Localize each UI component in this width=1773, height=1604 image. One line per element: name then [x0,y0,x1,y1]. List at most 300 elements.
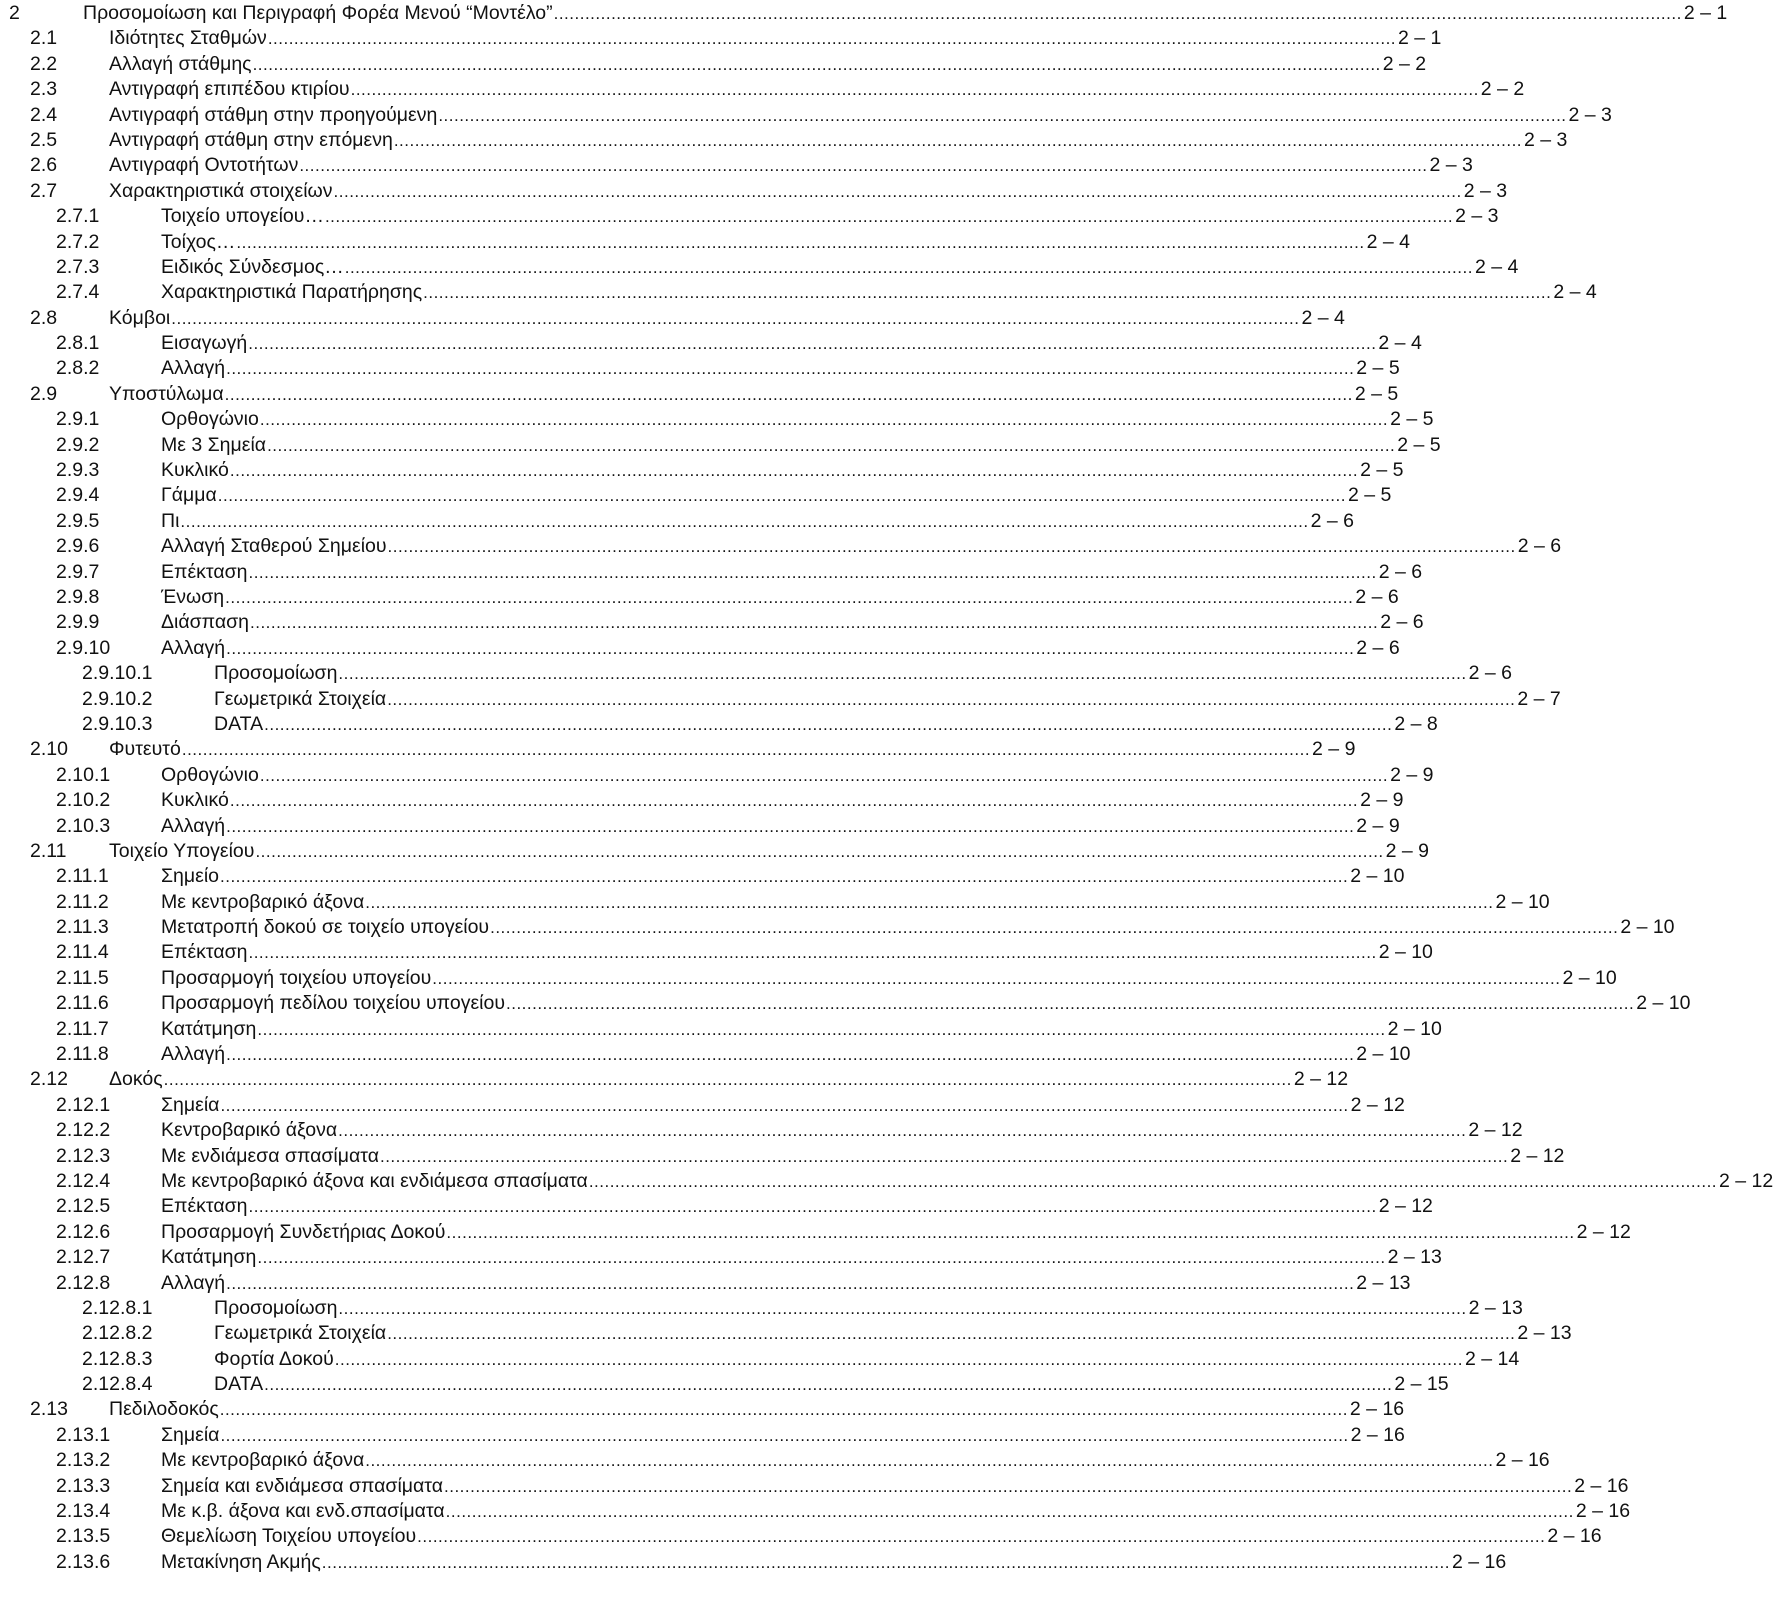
toc-entry-page: 2 – 12 [1378,1195,1433,1218]
toc-entry-number: 2.9.5 [56,509,100,532]
toc-leader-dots: ........................................................................................................................................................................................................................ [338,1121,1467,1141]
toc-entry-title: Σημεία και ενδιάμεσα σπασίματα [161,1474,444,1497]
toc-entry-page: 2 – 16 [1574,1474,1629,1497]
toc-entry-title: Τοιχείο Υπογείου [109,839,255,862]
toc-entry[interactable] [0,1397,1405,1422]
toc-entry-page: 2 – 3 [1463,179,1508,202]
toc-entry-title: Κατάτμηση [161,1246,257,1269]
toc-entry[interactable] [0,433,1441,458]
toc-entry[interactable] [0,382,1399,407]
toc-entry-page: 2 – 12 [1510,1144,1565,1167]
toc-entry-line [161,1220,1631,1245]
toc-entry-title: Κυκλικό [161,459,229,482]
toc-entry-number: 2.12.1 [56,1093,111,1116]
toc-entry-line [161,1499,1631,1524]
toc-entry-line [161,230,1410,255]
toc-entry-line [161,280,1597,305]
toc-entry[interactable] [0,966,1617,991]
toc-entry-title: Χαρακτηριστικά στοιχείων [109,179,333,202]
toc-entry-title: Ορθογώνιο [161,763,259,786]
toc-entry-number: 2.9.4 [56,484,100,507]
toc-leader-dots: ........................................................................................................................................................................................................................ [248,943,1377,963]
toc-entry[interactable] [0,1499,1631,1524]
toc-entry-number: 2.11.3 [56,916,109,939]
toc-entry-title: Με κ.β. άξονα και ενδ.σπασίματα [161,1500,445,1523]
toc-leader-dots: ........................................................................................................................................................................................................................ [217,486,1346,506]
toc-entry[interactable] [0,1321,1572,1346]
toc-entry-title: Κατάτμηση [161,1017,257,1040]
toc-entry[interactable] [0,356,1400,381]
toc-entry-title: Δοκός [109,1068,163,1091]
toc-entry[interactable] [0,560,1423,585]
toc-entry-line [109,26,1442,51]
toc-leader-dots: ........................................................................................................................................................................................................................ [387,689,1516,709]
toc-entry[interactable] [0,458,1404,483]
toc-leader-dots: ........................................................................................................................................................................................................................ [338,664,1467,684]
toc-entry-line [161,433,1441,458]
toc-entry-page: 2 – 3 [1524,128,1568,151]
toc-entry-page: 2 – 15 [1394,1373,1449,1396]
toc-entry-line [161,204,1499,229]
toc-entry-number: 2.12.8 [56,1271,111,1294]
toc-entry-line [161,1169,1773,1194]
toc-entry[interactable] [0,103,1612,128]
toc-entry-title: DATA [214,712,264,735]
toc-entry[interactable] [0,712,1438,737]
toc-entry-line [161,585,1399,610]
toc-leader-dots: ........................................................................................................................................................................................................................ [365,1451,1494,1471]
toc-entry-title: Ιδιότητες Σταθμών [109,27,267,50]
toc-entry-page: 2 – 10 [1356,1043,1411,1066]
toc-entry-number: 2.2 [30,52,58,75]
toc-entry-line [109,839,1430,864]
toc-entry[interactable] [0,26,1442,51]
toc-entry[interactable] [0,864,1405,889]
toc-entry-line [161,1144,1565,1169]
toc-entry[interactable] [0,179,1508,204]
toc-entry-number: 2.8.2 [56,357,100,380]
toc-entry-title: Προσομοίωση [214,662,338,685]
toc-entry-line [109,179,1508,204]
toc-entry-title: Σημεία [161,1093,220,1116]
toc-entry[interactable] [0,610,1424,635]
toc-entry[interactable] [0,737,1356,762]
toc-entry-number: 2.13.1 [56,1423,111,1446]
toc-entry-line [161,1423,1405,1448]
toc-leader-dots: ........................................................................................................................................................................................................................ [321,1552,1450,1572]
toc-entry[interactable] [0,1423,1405,1448]
toc-leader-dots: ........................................................................................................................................................................................................................ [553,4,1682,23]
toc-entry-number: 2.9.10.1 [82,662,153,685]
toc-entry-page: 2 – 4 [1378,332,1422,355]
toc-entry[interactable] [0,1372,1449,1397]
toc-entry-number: 2.13 [30,1398,68,1421]
toc-entry[interactable] [0,77,1525,102]
toc-entry-number: 2.12.8.4 [82,1373,153,1396]
toc-entry-number: 2.11.1 [56,865,109,888]
toc-entry-line [161,966,1617,991]
toc-leader-dots: ........................................................................................................................................................................................................................ [393,130,1523,150]
toc-entry-title: Γεωμετρικά Στοιχεία [214,1322,387,1345]
toc-entry-page: 2 – 12 [1350,1093,1405,1116]
toc-leader-dots: ........................................................................................................................................................................................................................ [417,1527,1546,1547]
toc-leader-dots: ........................................................................................................................................................................................................................ [180,511,1309,531]
toc-leader-dots: ........................................................................................................................................................................................................................ [365,892,1494,912]
toc-entry[interactable] [0,1017,1442,1042]
toc-entry-title: Αλλαγή [161,357,226,380]
toc-leader-dots: ........................................................................................................................................................................................................................ [259,765,1389,785]
toc-entry-line [161,534,1562,559]
toc-entry[interactable] [0,940,1433,965]
toc-entry-line [161,1042,1411,1067]
toc-entry-number: 2.8.1 [56,332,100,355]
toc-leader-dots: ........................................................................................................................................................................................................................ [299,156,1428,176]
toc-leader-dots: ........................................................................................................................................................................................................................ [264,714,1393,734]
toc-leader-dots: ........................................................................................................................................................................................................................ [257,1248,1386,1268]
toc-entry-page: 2 – 7 [1517,687,1561,710]
toc-entry-page: 2 – 5 [1390,408,1434,431]
toc-leader-dots: ........................................................................................................................................................................................................................ [252,54,1381,74]
toc-entry-number: 2.9.1 [56,408,100,431]
toc-entry-number: 2.13.2 [56,1449,111,1472]
toc-entry-page: 2 – 6 [1310,509,1354,532]
toc-entry-number: 2.10 [30,738,68,761]
toc-entry-page: 2 – 6 [1356,636,1400,659]
toc-entry[interactable] [0,1245,1442,1270]
toc-entry-title: Επέκταση [161,560,248,583]
toc-entry-line [161,788,1404,813]
toc-entry-line [161,1245,1442,1270]
toc-entry-line [109,1067,1349,1092]
toc-entry-page: 2 – 10 [1495,890,1550,913]
toc-entry[interactable] [0,788,1404,813]
toc-entry-title: Διάσπαση [161,611,249,634]
toc-entry[interactable] [0,991,1691,1016]
toc-entry-number: 2.7 [30,179,58,202]
toc-entry-number: 2.9.6 [56,535,100,558]
toc-entry-line [161,331,1422,356]
toc-leader-dots: ........................................................................................................................................................................................................................ [226,1273,1355,1293]
toc-leader-dots: ........................................................................................................................................................................................................................ [387,537,1516,557]
toc-entry-page: 2 – 10 [1562,966,1617,989]
toc-entry[interactable] [0,1220,1631,1245]
toc-entry-line [109,382,1399,407]
toc-entry-line [161,483,1392,508]
toc-entry-title: Αλλαγή [161,1271,226,1294]
toc-entry-page: 2 – 4 [1301,306,1345,329]
toc-entry-title: Πεδιλοδοκός [109,1398,219,1421]
toc-entry[interactable] [0,814,1400,839]
toc-leader-dots: ........................................................................................................................................................................................................................ [229,461,1359,481]
toc-entry[interactable] [0,483,1392,508]
toc-entry[interactable] [0,1,1728,26]
toc-entry-title: Ένωση [161,585,225,608]
toc-entry-number: 2.13.6 [56,1550,111,1573]
toc-entry-title: Αντιγραφή στάθμη στην επόμενη [109,128,393,151]
toc-entry-title: Αλλαγή [161,814,226,837]
toc-entry-number: 2.11.4 [56,941,109,964]
toc-entry[interactable] [0,331,1422,356]
toc-entry-number: 2.12.5 [56,1195,111,1218]
toc-entry-page: 2 – 13 [1517,1322,1572,1345]
toc-leader-dots: ........................................................................................................................................................................................................................ [220,867,1349,887]
toc-leader-dots: ........................................................................................................................................................................................................................ [267,435,1396,455]
toc-leader-dots: ........................................................................................................................................................................................................................ [248,334,1377,354]
toc-entry-page: 2 – 10 [1620,916,1675,939]
toc-entry-line [161,890,1550,915]
toc-entry-number: 2.9.10.2 [82,687,153,710]
toc-entry-title: Ειδικός Σύνδεσμος… [161,255,344,278]
toc-entry-page: 2 – 9 [1360,789,1404,812]
toc-entry-page: 2 – 10 [1636,992,1691,1015]
toc-entry[interactable] [0,306,1345,331]
toc-leader-dots: ........................................................................................................................................................................................................................ [588,1171,1718,1191]
toc-entry-line [214,1347,1520,1372]
toc-entry[interactable] [0,407,1434,432]
toc-entry-page: 2 – 8 [1394,712,1438,735]
toc-leader-dots: ........................................................................................................................................................................................................................ [181,740,1311,760]
toc-entry-line [109,52,1427,77]
toc-entry-line [161,915,1675,940]
toc-entry-line [214,661,1512,686]
toc-entry-page: 2 – 16 [1349,1398,1405,1421]
toc-entry-page: 2 – 9 [1390,763,1434,786]
toc-entry[interactable] [0,230,1410,255]
toc-leader-dots: ........................................................................................................................................................................................................................ [248,1197,1377,1217]
toc-entry-number: 2.7.4 [56,281,100,304]
toc-leader-dots: ........................................................................................................................................................................................................................ [226,638,1355,658]
toc-entry-line [161,1474,1629,1499]
toc-entry-page: 2 – 3 [1568,103,1612,126]
toc-entry-page: 2 – 4 [1553,281,1597,304]
toc-entry[interactable] [0,534,1562,559]
toc-entry-number: 2.9.9 [56,611,100,634]
toc-entry-number: 2.4 [30,103,58,126]
toc-leader-dots: ........................................................................................................................................................................................................................ [226,816,1355,836]
toc-entry-page: 2 – 16 [1495,1449,1550,1472]
toc-entry[interactable] [0,585,1399,610]
toc-entry-line [214,712,1438,737]
toc-entry-title: Προσαρμογή πεδίλου τοιχείου υπογείου [161,992,505,1015]
toc-entry-number: 2.10.2 [56,789,111,812]
toc-entry-page: 2 – 12 [1468,1119,1523,1142]
toc-leader-dots: ........................................................................................................................................................................................................................ [224,384,1353,404]
toc-entry[interactable] [0,255,1519,280]
toc-entry-line [161,814,1400,839]
toc-entry-title: Κυκλικό [161,789,229,812]
toc-entry-title: Χαρακτηριστικά Παρατήρησης [161,281,423,304]
toc-entry-number: 2.12.4 [56,1169,111,1192]
toc-entry-number: 2.9 [30,382,58,405]
toc-entry[interactable] [0,1144,1565,1169]
toc-leader-dots: ........................................................................................................................................................................................................................ [257,1019,1386,1039]
toc-entry-line [109,77,1525,102]
toc-entry-title: Προσαρμογή Συνδετήριας Δοκού [161,1220,446,1243]
toc-entry-number: 2.7.2 [56,230,100,253]
toc-entry[interactable] [0,1296,1523,1321]
toc-entry-line [161,1524,1602,1549]
toc-entry-line [161,356,1400,381]
toc-entry-page: 2 – 10 [1378,941,1433,964]
toc-entry-page: 2 – 5 [1347,484,1392,507]
toc-entry[interactable] [0,661,1512,686]
toc-entry-line [83,1,1728,26]
toc-entry-title: Αλλαγή [161,636,226,659]
toc-entry-line [161,509,1354,534]
toc-entry[interactable] [0,1448,1550,1473]
toc-entry-line [161,610,1424,635]
toc-entry[interactable] [0,153,1473,178]
toc-entry-title: Επέκταση [161,941,248,964]
toc-entry-page: 2 – 9 [1385,839,1430,862]
toc-entry-title: Εισαγωγή [161,332,248,355]
toc-entry-page: 2 – 2 [1382,52,1427,75]
toc-entry[interactable] [0,915,1675,940]
toc-entry[interactable] [0,1550,1507,1575]
toc-entry[interactable] [0,636,1400,661]
toc-entry-title: Με 3 Σημεία [161,433,267,456]
toc-entry-title: Αντιγραφή επιπέδου κτιρίου [109,78,350,101]
toc-entry-title: Υποστύλωμα [109,382,224,405]
toc-entry-number: 2.12 [30,1068,68,1091]
toc-entry-title: Ορθογώνιο [161,408,259,431]
toc-entry-line [161,560,1423,585]
toc-entry-page: 2 – 6 [1355,585,1399,608]
toc-entry-title: DATA [214,1373,264,1396]
toc-entry-title: Πι [161,509,180,532]
toc-leader-dots: ........................................................................................................................................................................................................................ [446,1222,1575,1242]
toc-entry-number: 2.5 [30,128,58,151]
toc-entry[interactable] [0,1042,1411,1067]
toc-entry-line [161,991,1691,1016]
toc-entry-title: Προσαρμογή τοιχείου υπογείου [161,966,432,989]
toc-entry-number: 2.12.6 [56,1220,111,1243]
toc-entry-page: 2 – 12 [1576,1220,1631,1243]
toc-entry-page: 2 – 4 [1366,230,1410,253]
toc-leader-dots: ........................................................................................................................................................................................................................ [387,1324,1516,1344]
toc-entry-number: 2.12.8.3 [82,1347,153,1370]
toc-entry[interactable] [0,687,1561,712]
toc-entry[interactable] [0,128,1568,153]
toc-leader-dots: ........................................................................................................................................................................................................................ [220,1425,1349,1445]
toc-entry-page: 2 – 10 [1350,865,1405,888]
toc-entry-page: 2 – 9 [1356,814,1400,837]
toc-entry-title: Κόμβοι [109,306,171,329]
toc-leader-dots: ........................................................................................................................................................................................................................ [490,918,1619,938]
toc-entry-page: 2 – 5 [1397,433,1441,456]
toc-leader-dots: ........................................................................................................................................................................................................................ [334,1349,1463,1369]
toc-entry-line [214,1321,1572,1346]
toc-entry-line [214,1296,1523,1321]
toc-entry-number: 2.11.2 [56,890,109,913]
toc-entry-line [214,1372,1449,1397]
toc-entry-title: Επέκταση [161,1195,248,1218]
toc-entry-title: Με ενδιάμεσα σπασίματα [161,1144,379,1167]
toc-entry[interactable] [0,204,1499,229]
toc-entry-line [214,687,1561,712]
toc-leader-dots: ........................................................................................................................................................................................................................ [163,1070,1292,1090]
toc-leader-dots: ........................................................................................................................................................................................................................ [171,308,1300,328]
toc-entry-number: 2.10.1 [56,763,111,786]
toc-entry[interactable] [0,509,1354,534]
toc-entry-title: Με κεντροβαρικό άξονα και ενδιάμεσα σπασίματα [161,1169,588,1192]
toc-entry-title: Με κεντροβαρικό άξονα [161,890,365,913]
toc-entry-number: 2.10.3 [56,814,111,837]
toc-leader-dots: ........................................................................................................................................................................................................................ [220,1095,1349,1115]
toc-entry[interactable] [0,1271,1411,1296]
toc-entry-number: 2.9.7 [56,560,100,583]
toc-leader-dots: ........................................................................................................................................................................................................................ [445,1502,1574,1522]
toc-entry-line [109,306,1345,331]
toc-leader-dots: ........................................................................................................................................................................................................................ [219,1400,1348,1420]
toc-entry-title: Με κεντροβαρικό άξονα [161,1449,365,1472]
toc-entry-number: 2.7.3 [56,255,100,278]
toc-entry-title: Μετακίνηση Ακμής [161,1550,321,1573]
toc-entry-line [161,1194,1433,1219]
toc-entry-line [161,1271,1411,1296]
toc-entry[interactable] [0,1093,1405,1118]
toc-entry[interactable] [0,839,1430,864]
toc-entry-title: Σημεία [161,1423,220,1446]
toc-leader-dots: ........................................................................................................................................................................................................................ [226,359,1355,379]
toc-entry[interactable] [0,890,1550,915]
toc-leader-dots: ........................................................................................................................................................................................................................ [379,1146,1509,1166]
toc-entry-page: 2 – 3 [1455,205,1499,228]
toc-entry-page: 2 – 13 [1356,1271,1411,1294]
toc-entry[interactable] [0,1524,1602,1549]
toc-leader-dots: ........................................................................................................................................................................................................................ [250,613,1379,633]
toc-entry-title: Φυτευτό [109,738,181,761]
toc-leader-dots: ........................................................................................................................................................................................................................ [324,207,1454,227]
toc-entry-number: 2.9.10 [56,636,111,659]
toc-entry-title: Φορτία Δοκού [214,1347,334,1370]
toc-leader-dots: ........................................................................................................................................................................................................................ [248,562,1377,582]
toc-leader-dots: ........................................................................................................................................................................................................................ [236,232,1365,252]
toc-entry-line [109,153,1473,178]
toc-entry-number: 2.6 [30,154,58,177]
toc-leader-dots: ........................................................................................................................................................................................................................ [226,1045,1355,1065]
toc-entry-page: 2 – 10 [1387,1017,1442,1040]
toc-entry[interactable] [0,1169,1773,1194]
toc-entry-number: 2.12.7 [56,1246,111,1269]
toc-entry[interactable] [0,763,1434,788]
toc-entry[interactable] [0,52,1427,77]
toc-entry-page: 2 – 12 [1293,1068,1349,1091]
toc-entry[interactable] [0,1194,1433,1219]
toc-entry-page: 2 – 6 [1378,560,1423,583]
toc-entry-line [109,128,1568,153]
toc-entry-page: 2 – 4 [1474,255,1519,278]
toc-entry-title: Αλλαγή [161,1043,226,1066]
toc-entry-title: Αντιγραφή στάθμη στην προηγούμενη [109,103,438,126]
toc-entry[interactable] [0,280,1597,305]
toc-leader-dots: ........................................................................................................................................................................................................................ [432,968,1561,988]
toc-entry[interactable] [0,1347,1520,1372]
toc-leader-dots: ........................................................................................................................................................................................................................ [333,181,1462,201]
toc-entry[interactable] [0,1067,1349,1092]
toc-leader-dots: ........................................................................................................................................................................................................................ [267,29,1397,49]
toc-entry-title: Προσομοίωση [214,1296,338,1319]
toc-entry-title: Γεωμετρικά Στοιχεία [214,687,387,710]
toc-entry[interactable] [0,1474,1629,1499]
toc-leader-dots: ........................................................................................................................................................................................................................ [506,994,1635,1014]
toc-entry-page: 2 – 6 [1517,535,1562,558]
toc-entry-number: 2.11.5 [56,966,109,989]
toc-entry[interactable] [0,1118,1523,1143]
toc-entry-page: 2 – 5 [1360,459,1404,482]
toc-entry-number: 2.13.3 [56,1474,111,1497]
toc-entry-page: 2 – 6 [1468,662,1512,685]
